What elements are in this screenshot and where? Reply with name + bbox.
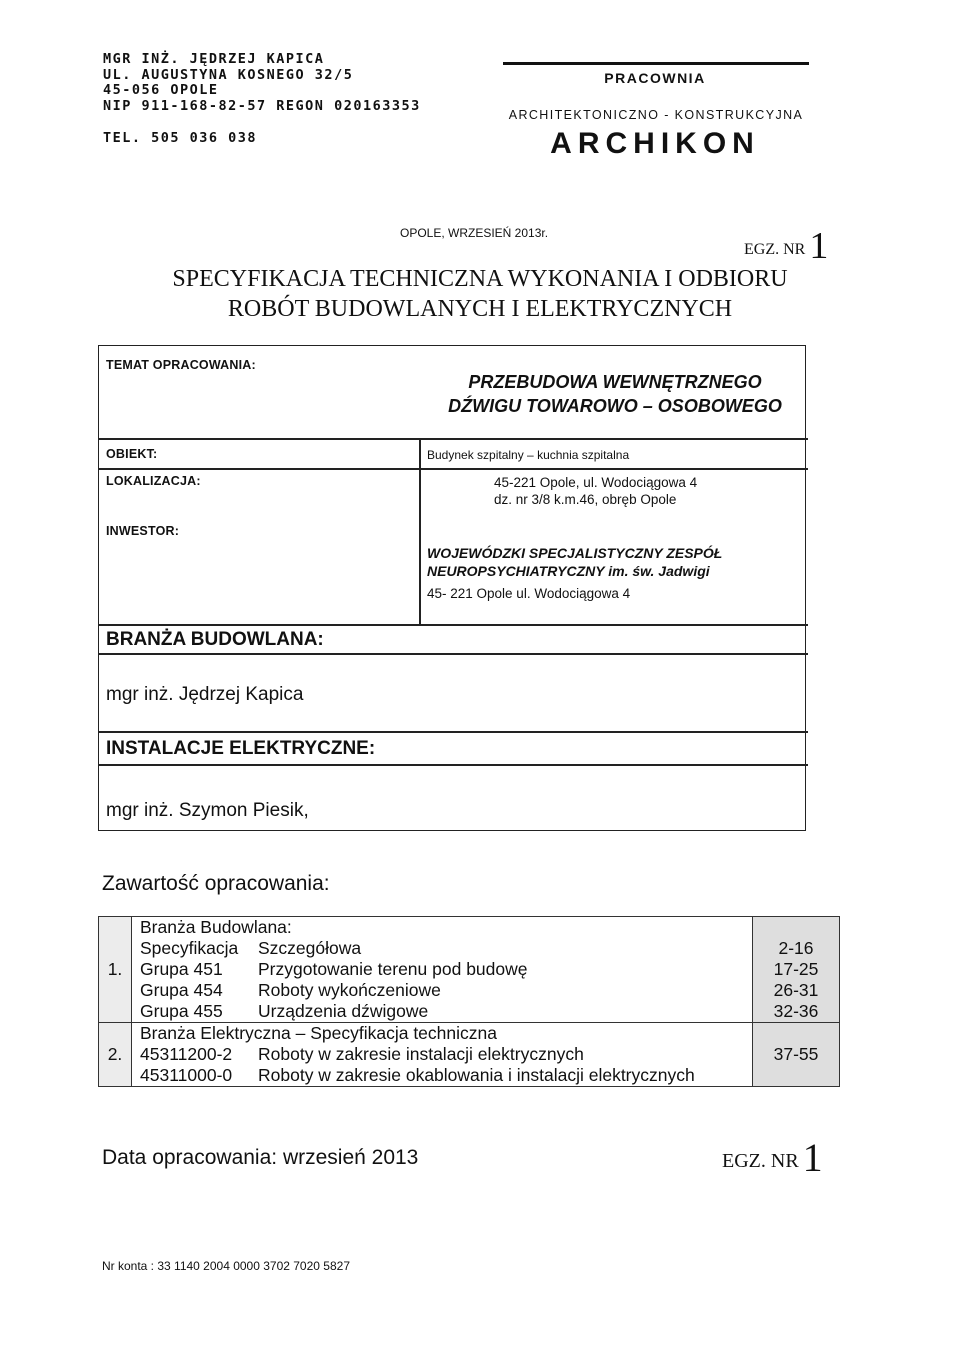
topic-line: PRZEBUDOWA WEWNĘTRZNEGO xyxy=(468,372,762,392)
item-text: Roboty wykończeniowe xyxy=(258,980,441,1000)
studio-name: ARCHIKON xyxy=(550,127,760,160)
contents-title: Zawartość opracowania: xyxy=(102,872,330,895)
section-body xyxy=(132,1023,753,1087)
list-item xyxy=(140,938,752,959)
author-line: NIP 911-168-82-57 REGON 020163353 xyxy=(103,97,421,114)
list-item xyxy=(140,1065,752,1086)
divider xyxy=(98,731,808,733)
page-range: 17-25 xyxy=(773,959,819,979)
list-item xyxy=(140,1001,752,1022)
investor-address: 45- 221 Opole ul. Wodociągowa 4 xyxy=(427,586,631,601)
phone: TEL. 505 036 038 xyxy=(103,130,258,146)
divider xyxy=(98,438,808,440)
place-date: OPOLE, WRZESIEŃ 2013r. xyxy=(400,226,549,240)
divider xyxy=(98,468,808,470)
title-line: ROBÓT BUDOWLANYCH I ELEKTRYCZNYCH xyxy=(227,296,733,322)
item-text: Szczegółowa xyxy=(258,938,362,958)
divider xyxy=(98,764,808,766)
list-item xyxy=(140,959,752,980)
page-range: 32-36 xyxy=(773,1001,819,1021)
author-line: UL. AUGUSTYNA KOSNEGO 32/5 xyxy=(103,66,354,83)
section-pages xyxy=(753,917,840,1023)
section-number: 1. xyxy=(99,917,132,1023)
copy-number xyxy=(744,220,829,267)
location-line: 45-221 Opole, ul. Wodociągowa 4 xyxy=(494,475,698,490)
branch-building-person: mgr inż. Jędrzej Kapica xyxy=(106,684,304,705)
author-line: MGR INŻ. JĘDRZEJ KAPICA xyxy=(103,51,325,67)
divider xyxy=(98,653,808,655)
object-value: Budynek szpitalny – kuchnia szpitalna xyxy=(427,448,630,462)
studio-line2: ARCHITEKTONICZNO - KONSTRUKCYJNA xyxy=(508,108,804,122)
copy-value: 1 xyxy=(809,225,829,267)
column-divider xyxy=(419,438,421,625)
location-line: dz. nr 3/8 k.m.46, obręb Opole xyxy=(494,492,677,507)
author-line: 45-056 OPOLE xyxy=(103,82,219,98)
page-range: 37-55 xyxy=(773,1044,819,1064)
section-number: 2. xyxy=(99,1023,132,1087)
branch-electric-person: mgr inż. Szymon Piesik, xyxy=(106,800,309,821)
studio-line1: PRACOWNIA xyxy=(604,70,706,86)
page-range: 26-31 xyxy=(773,980,819,1000)
investor-value xyxy=(427,544,722,580)
item-code: Specyfikacja xyxy=(140,938,239,958)
footer-copy-label: EGZ. NR xyxy=(722,1150,799,1172)
item-text: Roboty w zakresie okablowania i instalacji elektrycznych xyxy=(258,1065,695,1085)
footer-date: Data opracowania: wrzesień 2013 xyxy=(102,1146,419,1169)
object-label: OBIEKT: xyxy=(106,447,158,461)
item-text: Przygotowanie terenu pod budowę xyxy=(258,959,528,979)
location-label: LOKALIZACJA: xyxy=(106,474,201,488)
item-code: 45311000-0 xyxy=(140,1065,233,1085)
location-value xyxy=(494,474,697,508)
item-code: 45311200-2 xyxy=(140,1044,233,1064)
contents-table xyxy=(98,916,840,1087)
section-heading: Branża Budowlana: xyxy=(140,917,292,937)
branch-building-label: BRANŻA BUDOWLANA: xyxy=(106,629,324,650)
topic-line: DŹWIGU TOWAROWO – OSOBOWEGO xyxy=(448,396,782,416)
author-block xyxy=(103,52,421,147)
item-text: Roboty w zakresie instalacji elektrycznych xyxy=(258,1044,584,1064)
copy-label: EGZ. NR xyxy=(744,241,806,258)
topic-label: TEMAT OPRACOWANIA: xyxy=(106,358,256,372)
branch-electric-label: INSTALACJE ELEKTRYCZNE: xyxy=(106,738,376,759)
page-range: 2-16 xyxy=(778,938,814,958)
divider xyxy=(98,624,808,626)
footer-copy-number xyxy=(722,1130,823,1180)
item-code: Grupa 451 xyxy=(140,959,223,979)
section-pages xyxy=(753,1023,840,1087)
footer-copy-value: 1 xyxy=(802,1135,823,1180)
investor-line: WOJEWÓDZKI SPECJALISTYCZNY ZESPÓŁ xyxy=(427,545,723,561)
list-item xyxy=(140,980,752,1001)
list-item xyxy=(140,1044,752,1065)
table-row xyxy=(99,917,840,1023)
document-title xyxy=(60,264,900,324)
title-line: SPECYFIKACJA TECHNICZNA WYKONANIA I ODBIORU xyxy=(172,266,788,292)
item-text: Urządzenia dźwigowe xyxy=(258,1001,429,1021)
investor-line: NEUROPSYCHIATRYCZNY im. św. Jadwigi xyxy=(427,563,710,579)
section-heading: Branża Elektryczna – Specyfikacja techniczna xyxy=(140,1023,497,1043)
bank-account: Nr konta : 33 1140 2004 0000 3702 7020 5827 xyxy=(102,1259,350,1273)
topic-value xyxy=(430,370,800,418)
item-code: Grupa 455 xyxy=(140,1001,223,1021)
investor-label: INWESTOR: xyxy=(106,524,180,538)
section-body xyxy=(132,917,753,1023)
header-rule xyxy=(503,62,809,65)
item-code: Grupa 454 xyxy=(140,980,223,1000)
table-row xyxy=(99,1023,840,1087)
